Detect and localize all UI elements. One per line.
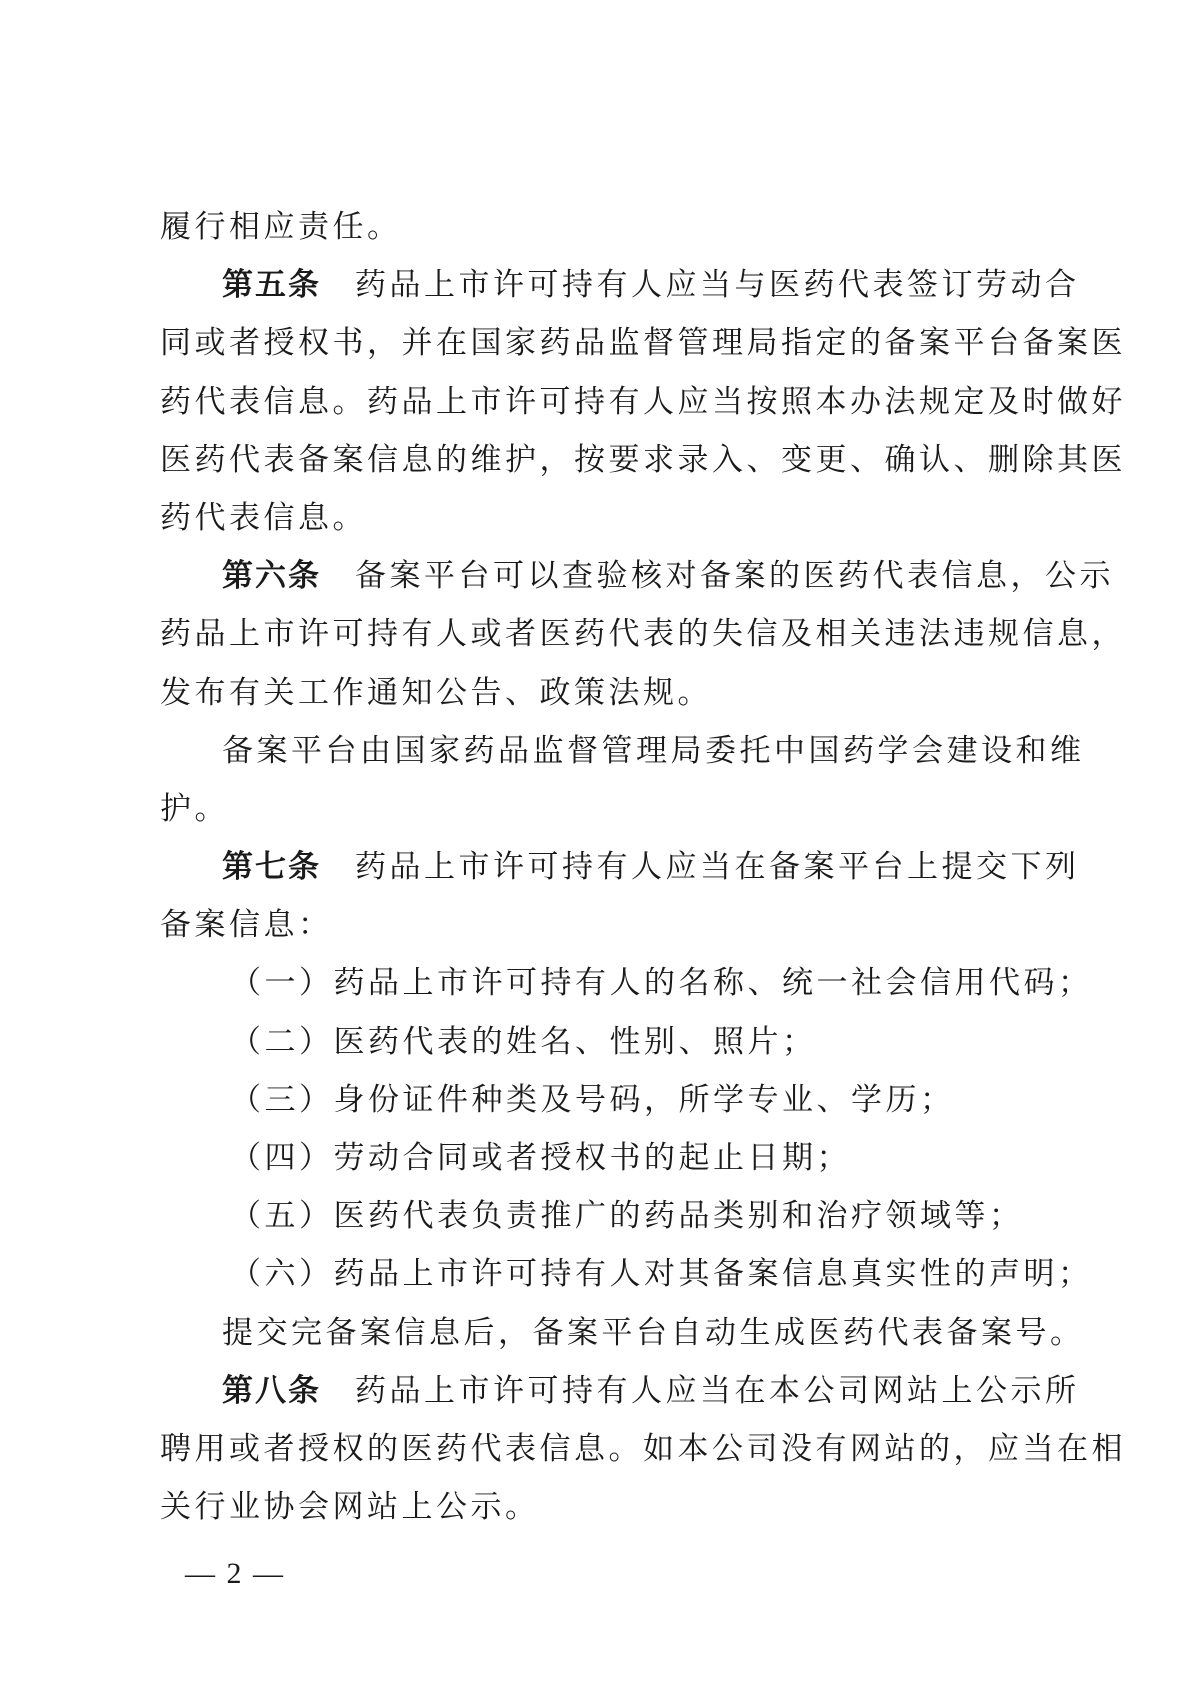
text-line [160, 547, 1114, 605]
text-line [160, 1304, 1085, 1362]
line-text: （一）药品上市许可持有人的名称、统一社会信用代码； [230, 965, 1093, 1002]
article-heading: 第六条 [222, 558, 321, 595]
article-heading: 第七条 [222, 849, 321, 886]
line-text: 药品上市许可持有人应当在备案平台上提交下列 [355, 849, 1080, 886]
text-line [160, 954, 1093, 1012]
text-line [160, 1245, 1093, 1303]
text-line [160, 1071, 1050, 1129]
line-text: （六）药品上市许可持有人对其备案信息真实性的声明； [230, 1256, 1093, 1293]
line-text: 备案平台由国家药品监督管理局委托中国药学会建设和维 [222, 732, 1085, 769]
text-line [160, 1129, 1050, 1187]
text-line [160, 373, 1126, 431]
line-text: 同或者授权书，并在国家药品监督管理局指定的备案平台备案医 [160, 325, 1126, 362]
line-text: 药品上市许可持有人或者医药代表的失信及相关违法违规信息， [160, 616, 1126, 653]
text-line [160, 780, 1050, 838]
line-text: （三）身份证件种类及号码，所学专业、学历； [230, 1081, 955, 1118]
text-line [160, 722, 1085, 780]
text-line [160, 256, 1080, 314]
line-text: 医药代表备案信息的维护，按要求录入、变更、确认、删除其医 [160, 441, 1126, 478]
text-line [160, 838, 1080, 896]
page-number: — 2 — [185, 1557, 285, 1590]
line-text: 药品上市许可持有人应当与医药代表签订劳动合 [355, 267, 1080, 304]
text-line [160, 1187, 1050, 1245]
line-text: 关行业协会网站上公示。 [160, 1489, 540, 1526]
line-text: （二）医药代表的姓名、性别、照片； [230, 1023, 817, 1060]
text-line [160, 1013, 1050, 1071]
line-text: 药品上市许可持有人应当在本公司网站上公示所 [355, 1372, 1080, 1409]
line-text: 备案信息： [160, 907, 333, 944]
line-text: 聘用或者授权的医药代表信息。如本公司没有网站的，应当在相 [160, 1430, 1126, 1467]
text-line [160, 314, 1126, 372]
document-body [160, 198, 1126, 1536]
text-line [160, 431, 1126, 489]
text-line [160, 489, 1050, 547]
line-text: 备案平台可以查验核对备案的医药代表信息，公示 [355, 558, 1114, 595]
line-text: 护。 [160, 790, 229, 827]
line-text: （四）劳动合同或者授权书的起止日期； [230, 1140, 851, 1176]
line-text: 药代表信息。药品上市许可持有人应当按照本办法规定及时做好 [160, 383, 1126, 420]
article-heading: 第五条 [222, 267, 321, 304]
text-line [160, 896, 1050, 954]
article-heading: 第八条 [222, 1372, 321, 1409]
line-text: （五）医药代表负责推广的药品类别和治疗领域等； [230, 1198, 1024, 1235]
text-line [160, 1420, 1126, 1478]
text-line [160, 198, 1050, 256]
line-text: 履行相应责任。 [160, 209, 402, 245]
text-line [160, 1362, 1080, 1420]
line-text: 提交完备案信息后，备案平台自动生成医药代表备案号。 [222, 1314, 1085, 1351]
text-line [160, 605, 1126, 663]
text-line [160, 664, 1050, 722]
text-line [160, 1478, 1050, 1536]
line-text: 药代表信息。 [160, 499, 367, 536]
line-text: 发布有关工作通知公告、政策法规。 [160, 674, 712, 711]
